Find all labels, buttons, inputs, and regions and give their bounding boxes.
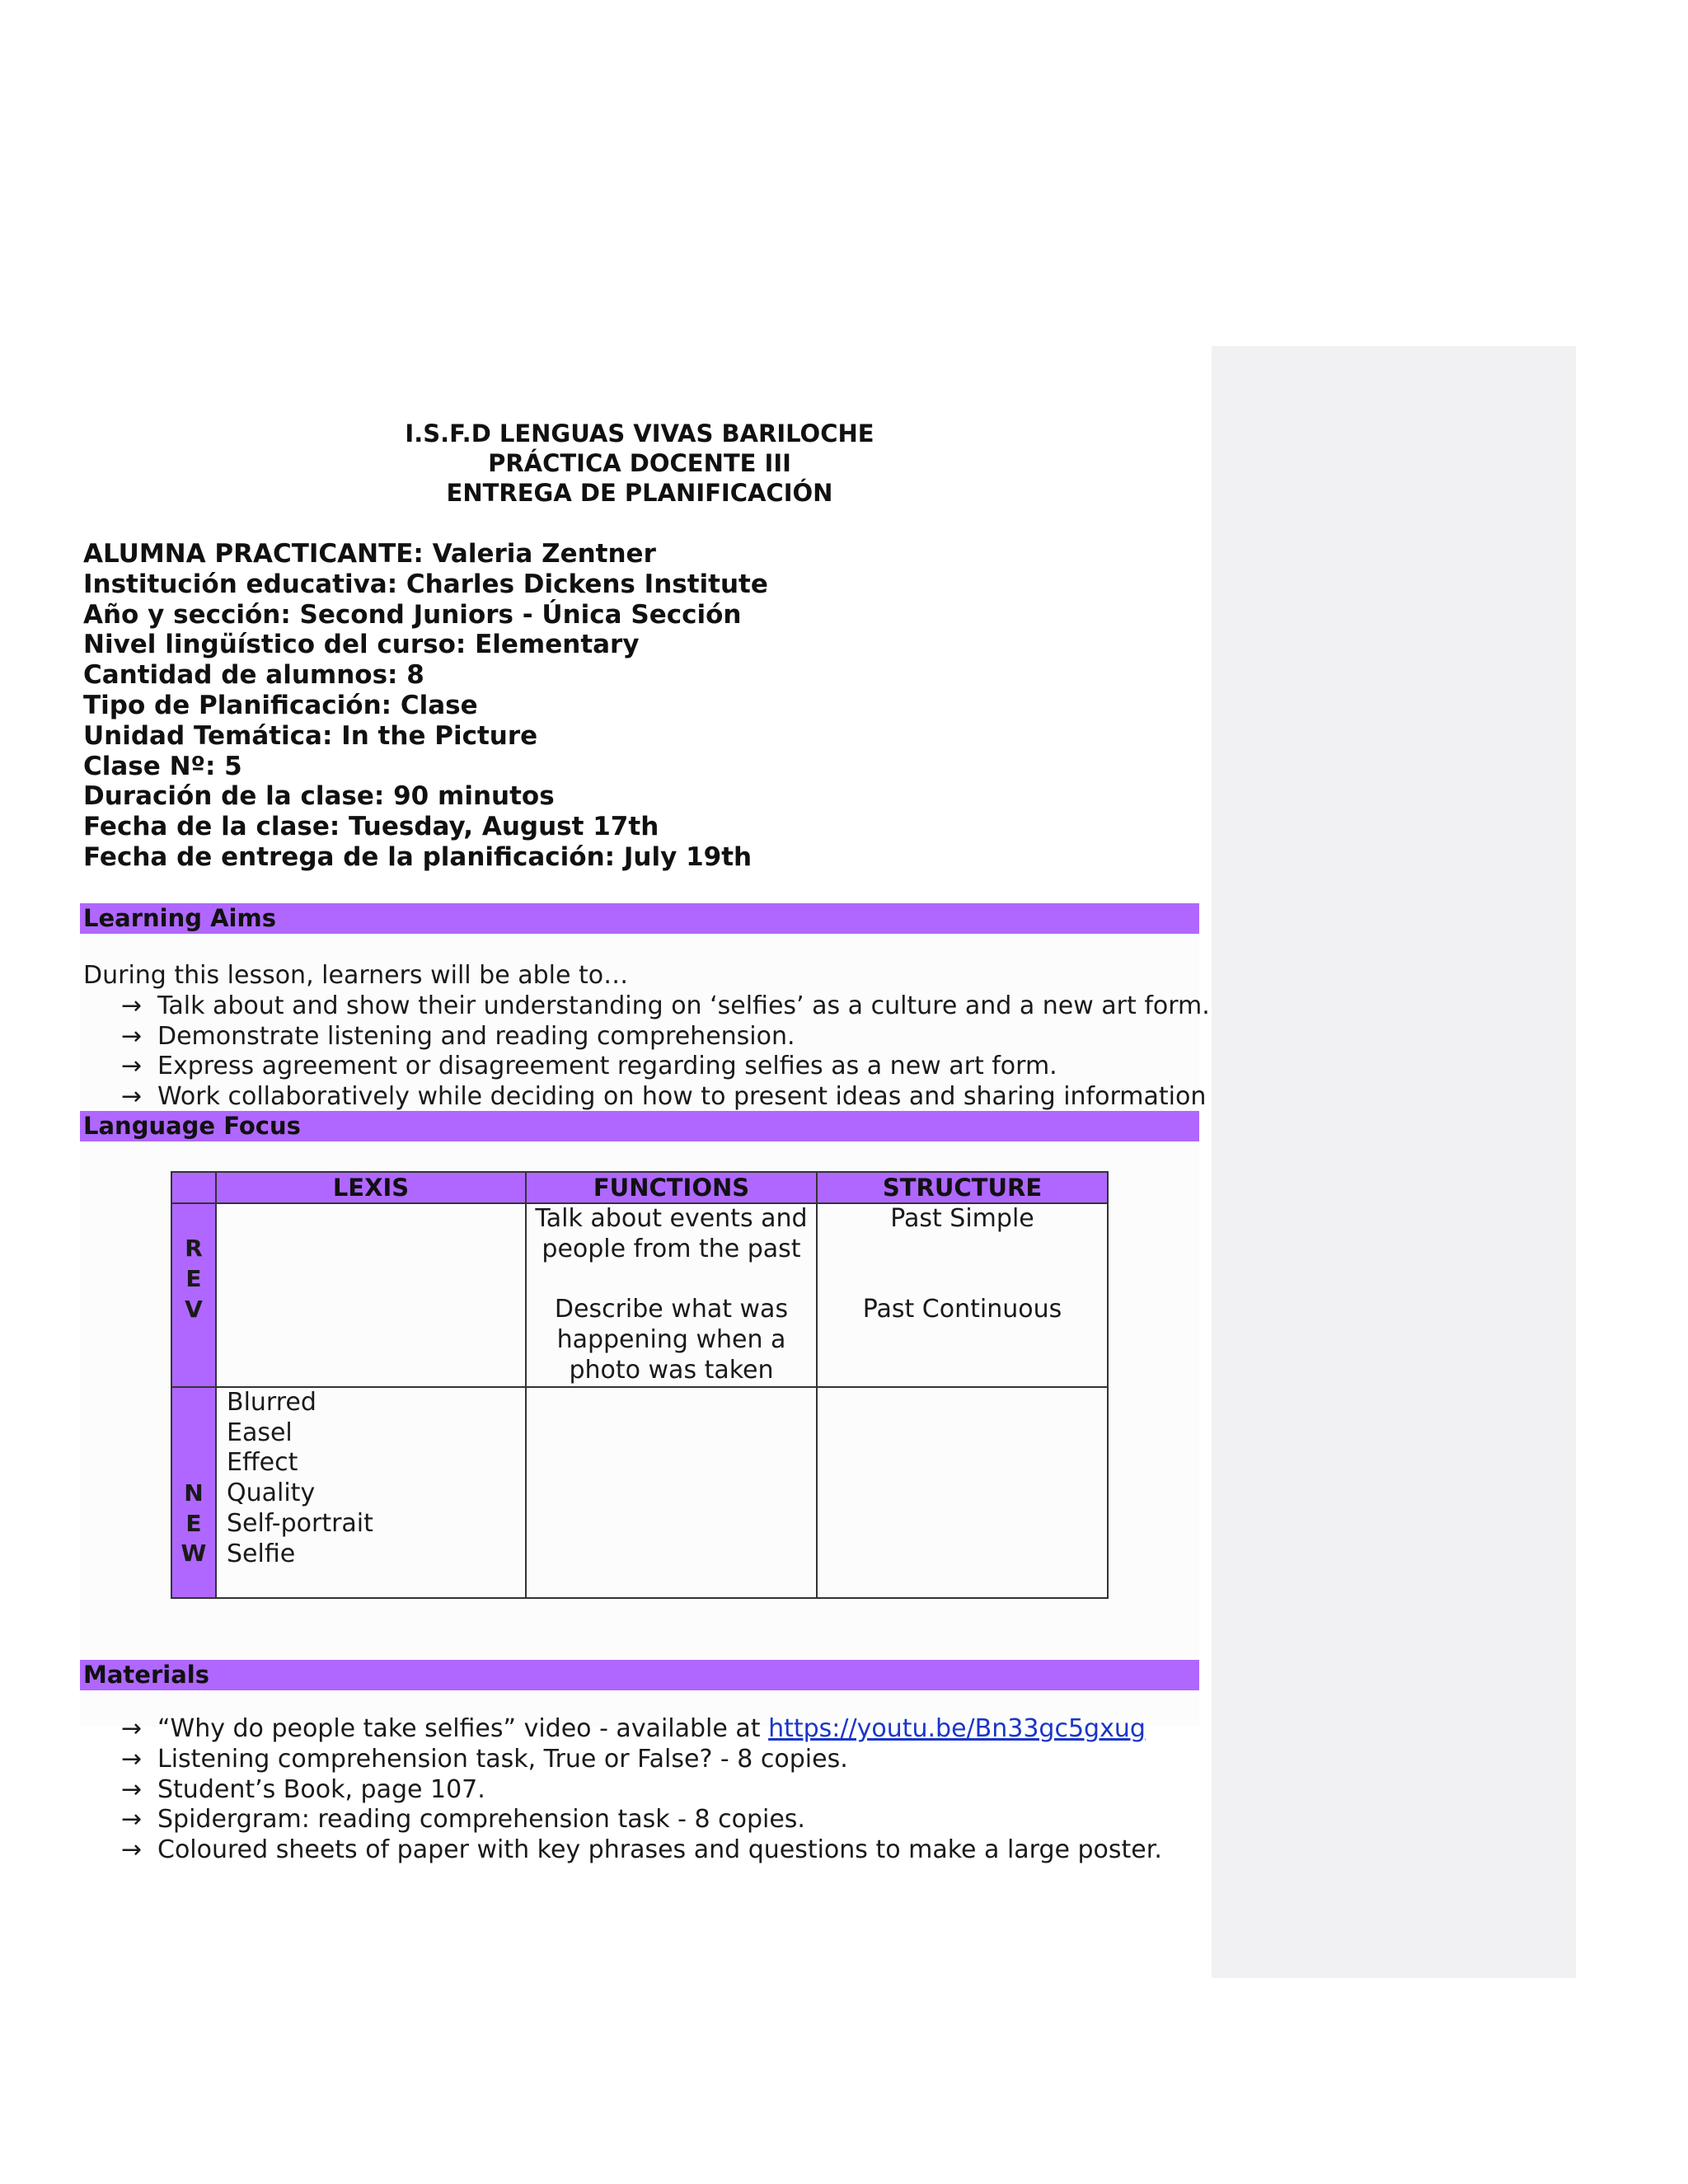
list-item: → Listening comprehension task, True or False? - 8 copies. xyxy=(121,1744,848,1774)
column-header-structure: STRUCTURE xyxy=(817,1172,1108,1203)
table-row-rev xyxy=(171,1203,1108,1387)
arrow-icon: → xyxy=(121,1774,143,1804)
list-item: → “Why do people take selfies” video - available at https://youtu.be/Bn33gc5gxug xyxy=(121,1714,1146,1743)
info-student: ALUMNA PRACTICANTE: Valeria Zentner xyxy=(83,539,656,569)
list-item: → Coloured sheets of paper with key phrases and questions to make a large poster. xyxy=(121,1835,1162,1865)
rev-lexis-cell xyxy=(216,1203,526,1387)
column-header-lexis: LEXIS xyxy=(216,1172,526,1203)
rev-structure-cell: Past Simple Past Continuous xyxy=(817,1203,1108,1387)
table-corner-cell xyxy=(171,1172,216,1203)
course-title: PRÁCTICA DOCENTE III xyxy=(488,449,791,477)
row-label-new: N E W xyxy=(171,1387,216,1598)
document-header xyxy=(80,419,1199,508)
new-lexis-cell: Blurred Easel Effect Quality Self-portrait Selfie xyxy=(216,1387,526,1598)
arrow-icon: → xyxy=(121,1021,143,1051)
materials-heading: Materials xyxy=(80,1660,1199,1690)
arrow-icon: → xyxy=(121,1835,143,1865)
arrow-icon: → xyxy=(121,991,143,1020)
list-item: → Spidergram: reading comprehension task - 8 copies. xyxy=(121,1805,805,1835)
institution-title: I.S.F.D LENGUAS VIVAS BARILOCHE xyxy=(405,419,874,448)
arrow-icon: → xyxy=(121,1082,143,1112)
arrow-icon: → xyxy=(121,1052,143,1081)
document-type-title: ENTREGA DE PLANIFICACIÓN xyxy=(446,479,833,507)
list-item: → Express agreement or disagreement regarding selfies as a new art form. xyxy=(121,1052,1057,1081)
materials-list xyxy=(121,1714,1162,1866)
language-focus-table xyxy=(171,1171,1109,1599)
video-link[interactable]: https://youtu.be/Bn33gc5gxug xyxy=(768,1714,1146,1743)
arrow-icon: → xyxy=(121,1805,143,1835)
info-delivery-date: Fecha de entrega de la planificación: July 19th xyxy=(83,841,753,872)
info-level: Nivel lingüístico del curso: Elementary xyxy=(83,630,640,660)
info-institution: Institución educativa: Charles Dickens Institute xyxy=(83,569,768,599)
info-duration: Duración de la clase: 90 minutos xyxy=(83,781,555,812)
comment-pane xyxy=(1212,346,1576,1978)
learning-aims-list xyxy=(83,961,1210,1113)
info-class-date: Fecha de la clase: Tuesday, August 17th xyxy=(83,812,659,842)
language-focus-heading: Language Focus xyxy=(80,1111,1199,1141)
new-structure-cell xyxy=(817,1387,1108,1598)
arrow-icon: → xyxy=(121,1714,143,1743)
list-item: → Work collaboratively while deciding on how to present ideas and sharing information xyxy=(121,1082,1207,1112)
info-students-count: Cantidad de alumnos: 8 xyxy=(83,660,424,691)
learning-aims-heading: Learning Aims xyxy=(80,903,1199,934)
info-unit: Unidad Temática: In the Picture xyxy=(83,720,538,751)
column-header-functions: FUNCTIONS xyxy=(526,1172,817,1203)
info-plan-type: Tipo de Planificación: Clase xyxy=(83,690,478,720)
list-item: → Student’s Book, page 107. xyxy=(121,1774,485,1804)
info-class-number: Clase Nº: 5 xyxy=(83,751,242,781)
learning-aims-intro: During this lesson, learners will be able to… xyxy=(83,961,629,990)
list-item: → Talk about and show their understanding on ‘selfies’ as a culture and a new art form. xyxy=(121,991,1210,1020)
arrow-icon: → xyxy=(121,1744,143,1774)
list-item: → Demonstrate listening and reading comprehension. xyxy=(121,1021,795,1051)
row-label-rev: R E V xyxy=(171,1203,216,1387)
table-header-row xyxy=(171,1172,1108,1203)
info-year-section: Año y sección: Second Juniors - Única Sección xyxy=(83,599,742,630)
lesson-info xyxy=(83,539,768,873)
table-row-new xyxy=(171,1387,1108,1598)
new-functions-cell xyxy=(526,1387,817,1598)
rev-functions-cell: Talk about events and people from the past Describe what was happening when a photo was taken xyxy=(526,1203,817,1387)
